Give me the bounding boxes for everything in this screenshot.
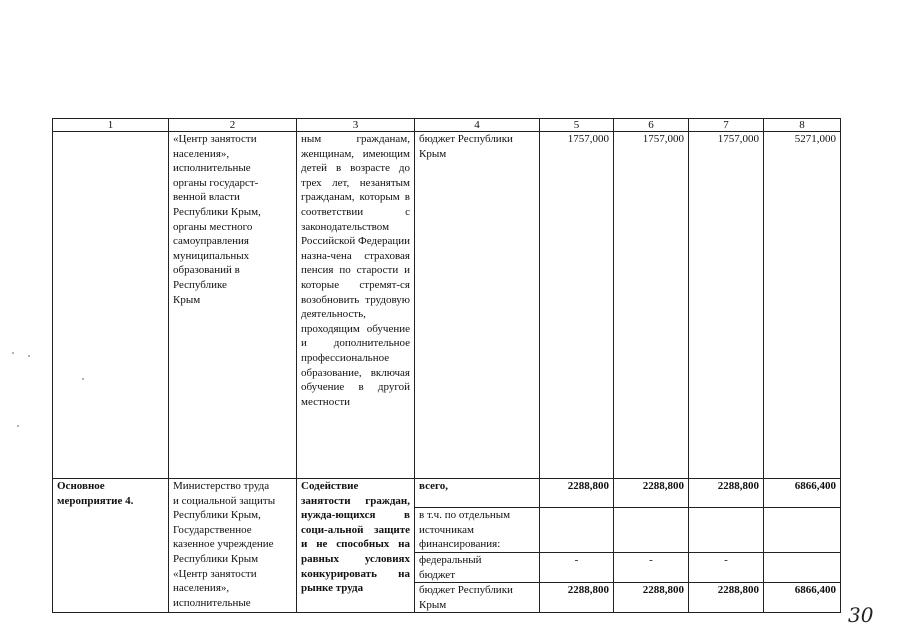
scan-speck <box>82 378 84 380</box>
value-year-1: - <box>540 553 614 583</box>
value-total <box>764 553 841 583</box>
value-year-3 <box>689 508 764 553</box>
header-cell-8: 8 <box>764 119 841 132</box>
scan-speck <box>17 425 19 427</box>
value-total: 6866,400 <box>764 583 841 613</box>
funding-source-cell: всего, <box>415 479 540 508</box>
value-year-2 <box>614 508 689 553</box>
funding-source-cell: бюджет Республики Крым <box>415 583 540 613</box>
executors-cell: «Центр занятости населения», исполнительные органы государст- венной власти Республики Крым, органы местного самоуправления муниципальных образований в Республике Крым <box>169 132 297 479</box>
table-row <box>53 479 841 508</box>
value-year-3: 2288,800 <box>689 479 764 508</box>
value-year-2: - <box>614 553 689 583</box>
empty-cell <box>53 132 169 479</box>
value-total: 5271,000 <box>764 132 841 479</box>
value-total <box>764 508 841 553</box>
value-year-1: 2288,800 <box>540 479 614 508</box>
value-year-2: 2288,800 <box>614 583 689 613</box>
header-cell-6: 6 <box>614 119 689 132</box>
header-cell-7: 7 <box>689 119 764 132</box>
table-row <box>53 132 841 479</box>
header-cell-2: 2 <box>169 119 297 132</box>
budget-table <box>52 118 841 613</box>
value-year-3: 1757,000 <box>689 132 764 479</box>
scan-speck <box>12 352 14 354</box>
funding-source-cell: федеральный бюджет <box>415 553 540 583</box>
scan-speck <box>28 355 30 357</box>
value-year-2: 1757,000 <box>614 132 689 479</box>
executors-cell: Министерство труда и социальной защиты Республики Крым, Государственное казенное учреждение Республики Крым «Центр занятости населения», исполнительные <box>169 479 297 613</box>
header-cell-3: 3 <box>297 119 415 132</box>
funding-source-cell: бюджет Республики Крым <box>415 132 540 479</box>
value-year-1: 2288,800 <box>540 583 614 613</box>
description-cell: Содействие занятости граждан, нужда-ющихся в соци-альной защите и не способных на равных условиях конкурировать на рынке труда <box>297 479 415 613</box>
page-number: 30 <box>848 603 874 627</box>
value-total: 6866,400 <box>764 479 841 508</box>
value-year-3: 2288,800 <box>689 583 764 613</box>
value-year-1: 1757,000 <box>540 132 614 479</box>
header-cell-1: 1 <box>53 119 169 132</box>
header-row <box>53 119 841 132</box>
value-year-3: - <box>689 553 764 583</box>
header-cell-5: 5 <box>540 119 614 132</box>
measure-title-cell: Основное мероприятие 4. <box>53 479 169 613</box>
header-cell-4: 4 <box>415 119 540 132</box>
value-year-1 <box>540 508 614 553</box>
funding-source-cell: в т.ч. по отдельным источникам финансирования: <box>415 508 540 553</box>
value-year-2: 2288,800 <box>614 479 689 508</box>
description-cell: ным гражданам, женщинам, имеющим детей в возрасте до трех лет, незанятым гражданам, которым в соответствии с законодательством Российской Федерации назна-чена страховая пенсия по старости и которые стремят-ся возобновить трудовую деятельность, проходящим обучение и дополнительное профессиональное образование, включая обучение в другой местности <box>297 132 415 479</box>
